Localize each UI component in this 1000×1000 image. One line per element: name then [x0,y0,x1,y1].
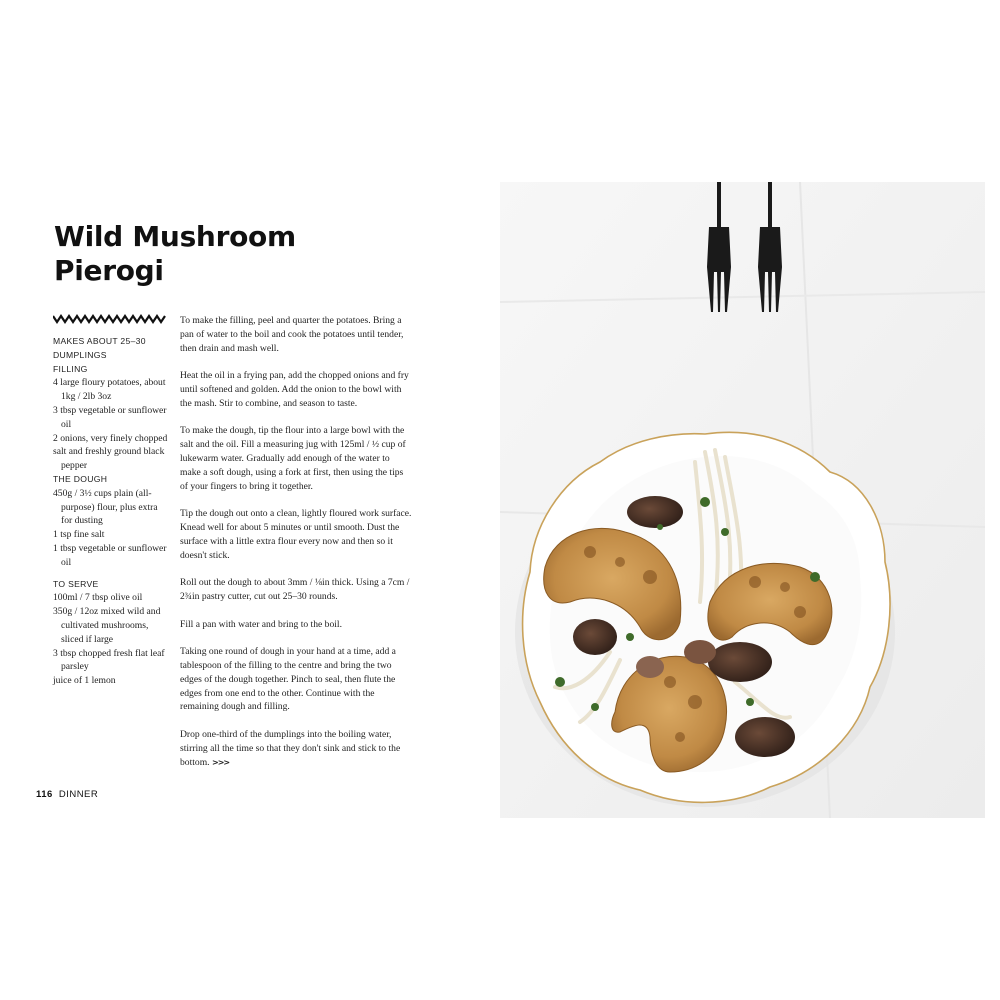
ingredient-item: 1 tbsp vegetable or sunflower oil [53,542,167,568]
method-step-text: Drop one-third of the dumplings into the boiling water, stirring all the time so that they don't sink and stick to the bottom. [180,728,401,768]
method-step: Taking one round of dough in your hand at a time, add a tablespoon of the filling to the centre and bring the two edges of the dough together. Pinch to seal, then flute the edges from one end to the other. Continue with the remaining dough and filling. [180,646,396,713]
method-step-last [180,728,412,769]
serve-heading: TO SERVE [53,578,99,589]
filling-heading: FILLING [53,363,88,374]
method-step: To make the filling, peel and quarter the potatoes. Bring a pan of water to the boil and cook the potatoes until tender, then drain and mash well. [180,315,404,354]
method-column [180,314,412,783]
ingredient-item: salt and freshly ground black pepper [53,446,165,472]
food-photo-illustration [500,182,985,818]
ingredient-item: 100ml / 7 tbsp olive oil [53,592,143,604]
dough-heading: THE DOUGH [53,473,108,484]
recipe-title-line-2: Pierogi [54,254,164,287]
ingredient-item: 3 tbsp chopped fresh flat leaf parsley [53,647,165,673]
ingredients-column [53,335,171,688]
zigzag-divider-icon [53,314,167,324]
ingredient-item: 2 onions, very finely chopped [53,432,168,444]
page-footer [36,789,98,800]
recipe-title-line-1: Wild Mushroom [54,220,296,253]
section-name: DINNER [58,789,99,800]
page-number: 116 [36,789,53,800]
method-step: To make the dough, tip the flour into a large bowl with the salt and the oil. Fill a measuring jug with 125ml / ½ cup of lukewarm water. Gradually add enough of the water to make a soft dough, using a fork at first, then using the tips of your fingers to bring it together. [180,425,406,492]
ingredient-item: 3 tbsp vegetable or sunflower oil [53,404,167,430]
method-step: Heat the oil in a frying pan, add the chopped onions and fry until softened and golden. Add the onion to the bowl with the mash. Stir to combine, and season to taste. [180,370,409,409]
plate-of-pierogi-image [500,182,985,818]
ingredient-item: 1 tsp fine salt [53,529,105,541]
ingredient-item: 450g / 3½ cups plain (all-purpose) flour, plus extra for dusting [53,487,158,527]
yield-label: MAKES ABOUT 25–30 DUMPLINGS [53,336,146,360]
ingredient-item: juice of 1 lemon [53,675,116,687]
ingredient-item: 4 large floury potatoes, about 1kg / 2lb 3oz [53,377,166,403]
method-step: Fill a pan with water and bring to the boil. [180,618,342,630]
continue-arrows-icon: >>> [212,757,230,767]
ingredient-item: 350g / 12oz mixed wild and cultivated mushrooms, sliced if large [53,606,161,645]
recipe-title [54,220,474,288]
method-step: Tip the dough out onto a clean, lightly floured work surface. Knead well for about 5 minutes or until smooth. Dust the surface with a little extra flour every now and then so it doesn't stick. [180,508,412,561]
method-step: Roll out the dough to about 3mm / ⅛in thick. Using a 7cm / 2¾in pastry cutter, cut out 25–30 rounds. [180,577,410,602]
